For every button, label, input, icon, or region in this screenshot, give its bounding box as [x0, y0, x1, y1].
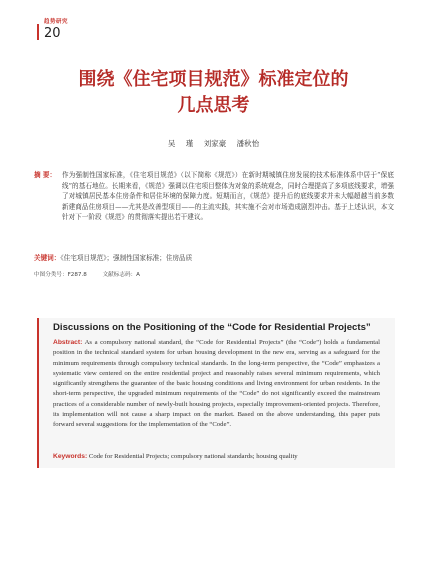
header-accent-bar	[37, 24, 39, 40]
document-code: 文献标志码：A	[102, 272, 140, 278]
english-abstract-label: Abstract:	[53, 339, 83, 346]
english-title: Discussions on the Positioning of the “Code for Residential Projects”	[53, 322, 371, 333]
keywords-zh-label: 关键词：	[34, 254, 61, 262]
clc-number: 中图分类号：F287.8	[34, 272, 87, 278]
abstract-zh-text: 作为强制性国家标准，《住宅项目规范》（以下简称《规范》）在新时期城镇住房发展的技术标准体系中居于“保底线”的基石地位。长期来看，《规范》强调以住宅项目整体为对象的系统观念，同时合理提高了多项底线要求，增强了对城镇居民基本住房条件和居住环境的保障力度。短期而言，《规范》提升后的底线要求并未大幅超越当前多数新建商品住房项目——尤其是改善型项目——的主流实践，其实施不会对市场造成剧烈冲击。基于上述认识，本文针对下一阶段《规范》的贯彻落实提出若干建议。	[62, 171, 394, 222]
keywords-zh	[34, 252, 394, 262]
english-keywords	[53, 453, 383, 460]
page-number: 20	[44, 26, 61, 41]
english-keywords-text: Code for Residential Projects; compulsory national standards; housing quality	[88, 453, 298, 460]
classification-info	[34, 270, 154, 278]
english-abstract-text: As a compulsory national standard, the “Code for Residential Projects” (the “Code”) holds a fundamental position in the technical standard system for urban housing development in the new era, serving as a safeguard for the minimum requirements through compulsory technical standards. In the long-term perspective, the “Code” emphasizes a systematic view centered on the entire residential project and reasonably raises several minimum requirements, which significantly strengthens the guarantee of the basic housing conditions and living environment for urban residents. In the short-term perspective, the upgraded minimum requirements of the “Code” do not significantly exceed the mainstream practices of a considerable number of newly-built housing projects, especially improvement-oriented projects. Therefore, its implementation will not cause a sharp impact on the market. Based on the above understanding, this paper puts forward several suggestions for the implementation of the “Code”.	[53, 339, 380, 429]
abstract-zh-label: 摘 要：	[34, 171, 57, 179]
section-tag: 趋势研究	[44, 19, 69, 25]
article-title-line2: 几点思考	[177, 95, 250, 116]
article-title-line1: 围绕《住宅项目规范》标准定位的	[78, 69, 349, 90]
authors: 吴 瑾 刘家豪 潘秋怡	[167, 139, 260, 148]
english-keywords-label: Keywords:	[53, 453, 88, 460]
english-abstract	[53, 338, 380, 431]
abstract-zh	[34, 170, 394, 223]
keywords-zh-text: 《住宅项目规范》；强制性国家标准；住房品质	[60, 254, 193, 262]
